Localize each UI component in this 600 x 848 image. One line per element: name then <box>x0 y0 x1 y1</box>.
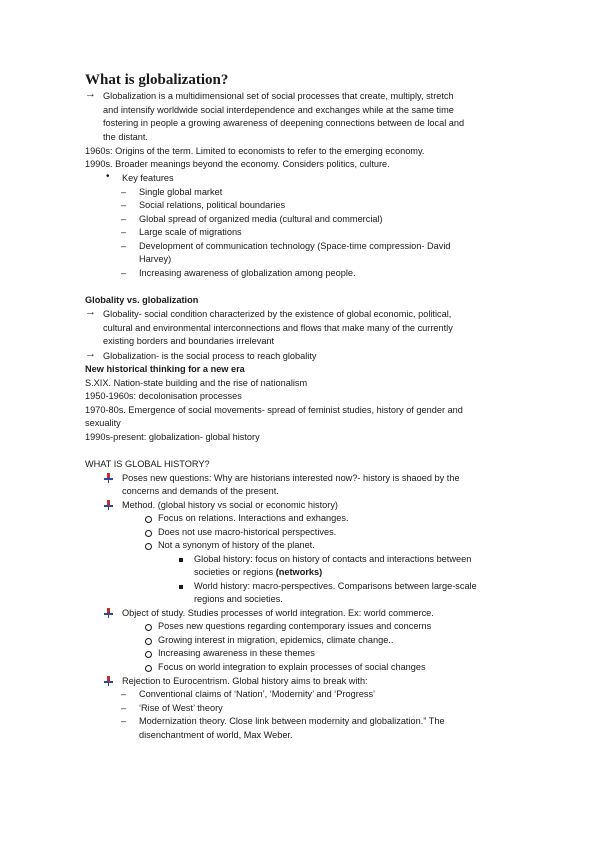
sub-item: Modernization theory. Close link between modernity and globalization.” The <box>139 716 445 726</box>
globality-line: existing borders and boundaries irrelevant <box>103 336 275 346</box>
sub-item: Poses new questions regarding contemporary issues and concerns <box>158 621 432 631</box>
timeline-item-continued: sexuality <box>85 418 121 428</box>
dash-icon: – <box>121 241 127 251</box>
sub-item-continued: disenchantment of world, Max Weber. <box>139 730 293 740</box>
dash-icon: – <box>121 200 127 210</box>
timeline-item: S.XIX. Nation-state building and the rise of nationalism <box>85 378 308 388</box>
circle-bullet-icon <box>145 651 152 658</box>
definition-line: the distant. <box>103 132 148 142</box>
list-item: Global spread of organized media (cultural and commercial) <box>139 214 383 224</box>
list-item-continued: Harvey) <box>139 254 172 264</box>
pushpin-icon <box>104 608 113 618</box>
circle-bullet-icon <box>145 665 152 672</box>
dash-icon: – <box>121 227 127 237</box>
key-features-label: Key features <box>122 173 174 183</box>
section-heading: Globality vs. globalization <box>85 295 199 305</box>
circle-bullet-icon <box>145 530 152 537</box>
square-bullet-icon <box>179 585 183 589</box>
sub-item: Focus on relations. Interactions and exhanges. <box>158 513 349 523</box>
list-item-continued: concerns and demands of the present. <box>122 486 279 496</box>
globality-line: Globality- social condition characterized by the existence of global economic, political, <box>103 309 452 319</box>
arrow-icon: → <box>85 88 96 100</box>
sub-sub-item-continued: regions and societies. <box>194 594 283 604</box>
bullet-icon: • <box>106 171 110 182</box>
paragraph-1960s: 1960s: Origins of the term. Limited to economists to refer to the emerging economy. <box>85 146 425 156</box>
arrow-icon: → <box>85 348 96 360</box>
timeline-item: 1990s-present: globalization- global history <box>85 432 260 442</box>
definition-line: and intensify worldwide social interdependence and exchanges while at the same time <box>103 105 454 115</box>
section-heading: WHAT IS GLOBAL HISTORY? <box>85 459 210 469</box>
sub-item: Not a synonym of history of the planet. <box>158 540 315 550</box>
list-item: Poses new questions: Why are historians interested now?- history is shaoed by the <box>122 473 460 483</box>
globality-line: cultural and environmental interconnections and flows that make many of the currently <box>103 323 453 333</box>
sub-sub-item: World history: macro-perspectives. Comparisons between large-scale <box>194 581 477 591</box>
definition-line: Globalization is a multidimensional set of social processes that create, multiply, stretch <box>103 91 454 101</box>
section-heading: New historical thinking for a new era <box>85 364 245 374</box>
dash-icon: – <box>121 187 127 197</box>
sub-item: ‘Rise of West’ theory <box>139 703 223 713</box>
list-item: Method. (global history vs social or economic history) <box>122 500 338 510</box>
paragraph-1990s: 1990s. Broader meanings beyond the economy. Considers politics, culture. <box>85 159 390 169</box>
circle-bullet-icon <box>145 516 152 523</box>
sub-item: Increasing awareness in these themes <box>158 648 315 658</box>
list-item: Social relations, political boundaries <box>139 200 286 210</box>
sub-item: Focus on world integration to explain processes of social changes <box>158 662 426 672</box>
networks-prefix: societies or regions <box>194 567 274 577</box>
dash-icon: – <box>121 716 127 726</box>
arrow-icon: → <box>85 306 96 318</box>
list-item: Single global market <box>139 187 223 197</box>
list-item: Large scale of migrations <box>139 227 242 237</box>
sub-item: Conventional claims of ‘Nation’, ‘Modernity’ and ‘Progress’ <box>139 689 376 699</box>
circle-bullet-icon <box>145 638 152 645</box>
circle-bullet-icon <box>145 624 152 631</box>
definition-line: fostering in people a growing awareness of deepening connections between de local and <box>103 118 465 128</box>
dash-icon: – <box>121 268 127 278</box>
globalization-line: Globalization- is the social process to reach globality <box>103 351 317 361</box>
circle-bullet-icon <box>145 543 152 550</box>
dash-icon: – <box>121 689 127 699</box>
sub-item: Growing interest in migration, epidemics, climate change.. <box>158 635 394 645</box>
pushpin-icon <box>104 473 113 483</box>
timeline-item: 1970-80s. Emergence of social movements- spread of feminist studies, history of gender and <box>85 405 463 415</box>
list-item: Development of communication technology (Space-time compression- David <box>139 241 451 251</box>
dash-icon: – <box>121 214 127 224</box>
sub-item: Does not use macro-historical perspectives. <box>158 527 337 537</box>
list-item: Increasing awareness of globalization among people. <box>139 268 356 278</box>
pushpin-icon <box>104 676 113 686</box>
list-item: Rejection to Eurocentrism. Global history aims to break with: <box>122 676 368 686</box>
timeline-item: 1950-1960s: decolonisation processes <box>85 391 242 401</box>
square-bullet-icon <box>179 558 183 562</box>
pushpin-icon <box>104 500 113 510</box>
dash-icon: – <box>121 703 127 713</box>
sub-sub-item: Global history: focus on history of contacts and interactions between <box>194 554 472 564</box>
sub-sub-item-continued <box>194 566 322 580</box>
list-item: Object of study. Studies processes of world integration. Ex: world commerce. <box>122 608 434 618</box>
networks-term: (networks) <box>275 567 323 577</box>
page-title: What is globalization? <box>85 72 229 88</box>
